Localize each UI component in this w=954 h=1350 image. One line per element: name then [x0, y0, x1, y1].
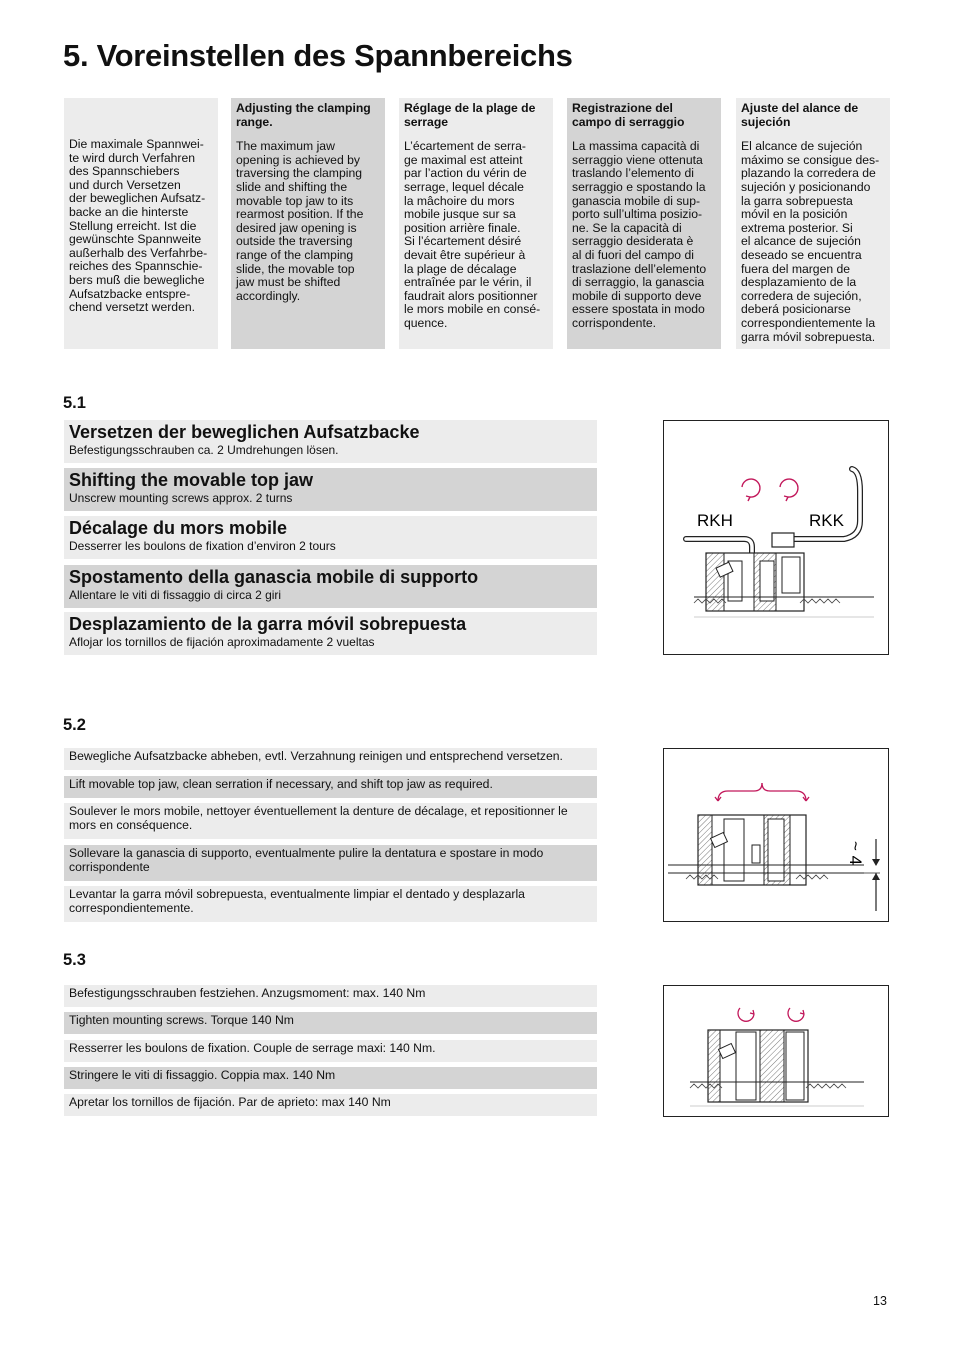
section-5-3-item: Apretar los tornillos de fijación. Par de aprieto: max 140 Nm — [64, 1094, 597, 1116]
section-5-2-item: Soulever le mors mobile, nettoyer éventuellement la denture de décalage, et repositionner le mors en conséquence. — [64, 803, 597, 839]
intro-german-text: Die maximale Spannwei- te wird durch Verfahren des Spannschiebers und durch Versetzen der beweglichen Aufsatz- backe an die hinterste Stellung erreicht. Ist die gewünschte Spannweite außerhalb des Verfahrbe- reiches des Spannschie- bers muß die bewegliche Aufsatzbacke entspre- chend versetzt werden. — [69, 137, 208, 315]
item-text: Unscrew mounting screws approx. 2 turns — [69, 491, 293, 505]
section-5-1-item — [64, 612, 597, 655]
page-number: 13 — [873, 1294, 887, 1308]
section-5-2-item: Sollevare la ganascia di supporto, eventualmente pulire la dentatura e spostare in modo corrispondente — [64, 845, 597, 881]
dimension-label: ~ 4 — [846, 841, 865, 866]
intro-english-column — [231, 98, 385, 349]
lift-arrow-icon — [762, 783, 806, 801]
section-5-1-item — [64, 516, 597, 559]
section-5-2-item: Bewegliche Aufsatzbacke abheben, evtl. Verzahnung reinigen und entsprechend versetzen. — [64, 748, 597, 770]
section-5-3-number: 5.3 — [63, 951, 86, 969]
label-rkh: RKH — [697, 511, 733, 530]
intro-french-heading: Réglage de la plage de serrage — [404, 101, 536, 129]
figure-5-1 — [663, 420, 889, 655]
item-text: Aflojar los tornillos de fijación aproximadamente 2 vueltas — [69, 635, 375, 649]
item-heading: Desplazamiento de la garra móvil sobrepuesta — [69, 614, 467, 634]
intro-spanish-text: El alcance de sujeción máximo se consigue des- plazando la corredera de sujeción y posicionando la garra sobrepuesta móvil en la posición extrema posterior. Si el alcance de sujeción deseado se encuentra fuera del margen de desplazamiento de la corredera de sujeción, deberá posicionarse correspondientemente la garra móvil sobrepuesta. — [741, 139, 880, 344]
lift-arrow-icon — [718, 783, 762, 801]
intro-italian-heading: Registrazione del campo di serraggio — [572, 101, 685, 129]
intro-french-column — [399, 98, 553, 349]
figure-5-3-drawing — [664, 986, 888, 1116]
item-text: Befestigungsschrauben ca. 2 Umdrehungen lösen. — [69, 443, 339, 457]
tighten-arrow-icon — [738, 1008, 754, 1021]
item-heading: Décalage du mors mobile — [69, 518, 288, 538]
rotate-arrow-icon — [780, 479, 798, 497]
item-text: Allentare le viti di fissaggio di circa 2 giri — [69, 588, 282, 602]
item-heading: Shifting the movable top jaw — [69, 470, 314, 490]
section-5-2-number: 5.2 — [63, 716, 86, 734]
section-5-3-item: Tighten mounting screws. Torque 140 Nm — [64, 1012, 597, 1034]
section-5-2-item: Levantar la garra móvil sobrepuesta, eventualmente limpiar el dentado y desplazarla correspondientemente. — [64, 886, 597, 922]
figure-5-2 — [663, 748, 889, 922]
item-heading: Versetzen der beweglichen Aufsatzbacke — [69, 422, 420, 442]
section-5-1-item — [64, 468, 597, 511]
intro-italian-column — [567, 98, 721, 349]
label-rkk: RKK — [809, 511, 844, 530]
intro-french-text: L’écartement de serra- ge maximal est atteint par l’action du vérin de serrage, lequel décale la mâchoire du mors mobile jusque sur sa position arrière finale. Si l’écartement désiré devait être supérieur à la plage de décalage entraînée par le vérin, il faudrait alors positionner le mors mobile en consé- quence. — [404, 139, 541, 330]
section-5-3-item: Stringere le viti di fissaggio. Coppia max. 140 Nm — [64, 1067, 597, 1089]
section-5-3-item: Befestigungsschrauben festziehen. Anzugsmoment: max. 140 Nm — [64, 985, 597, 1007]
section-5-2-item: Lift movable top jaw, clean serration if necessary, and shift top jaw as required. — [64, 776, 597, 798]
section-5-1-item — [64, 420, 597, 463]
arrow-head-icon — [746, 496, 750, 501]
intro-italian-text: La massima capacità di serraggio viene ottenuta traslando l’elemento di serraggio e spostando la ganascia mobile di sup- porto sull’ultima posizio- ne. Se la capacità di serraggio desiderata è al di fuori del campo di traslazione dell’elemento di serraggio, la ganascia mobile di supporto deve essere spostata in modo corrispondente. — [572, 139, 707, 330]
figure-5-1-drawing — [664, 421, 888, 654]
rotate-arrow-icon — [742, 479, 760, 497]
arrow-head-icon — [784, 496, 788, 501]
intro-english-heading: Adjusting the clamping range. — [236, 101, 371, 129]
intro-spanish-column — [736, 98, 890, 349]
page-title: 5. Voreinstellen des Spannbereichs — [63, 38, 573, 73]
intro-spanish-heading: Ajuste del alance de sujeción — [741, 101, 859, 129]
item-heading: Spostamento della ganascia mobile di supporto — [69, 567, 479, 587]
item-text: Desserrer les boulons de fixation d’environ 2 tours — [69, 539, 336, 553]
figure-5-3 — [663, 985, 889, 1117]
figure-5-2-drawing — [664, 749, 888, 921]
intro-english-text: The maximum jaw opening is achieved by traversing the clamping slide and shifting the movable top jaw to its rearmost position. If the desired jaw opening is outside the traversing range of the clamping slide, the movable top jaw must be shifted accordingly. — [236, 139, 364, 303]
intro-german-column — [64, 98, 218, 349]
section-5-3-item: Resserrer les boulons de fixation. Couple de serrage maxi: 140 Nm. — [64, 1040, 597, 1062]
section-5-1-number: 5.1 — [63, 394, 86, 412]
section-5-1-item — [64, 565, 597, 608]
tighten-arrow-icon — [788, 1008, 804, 1021]
